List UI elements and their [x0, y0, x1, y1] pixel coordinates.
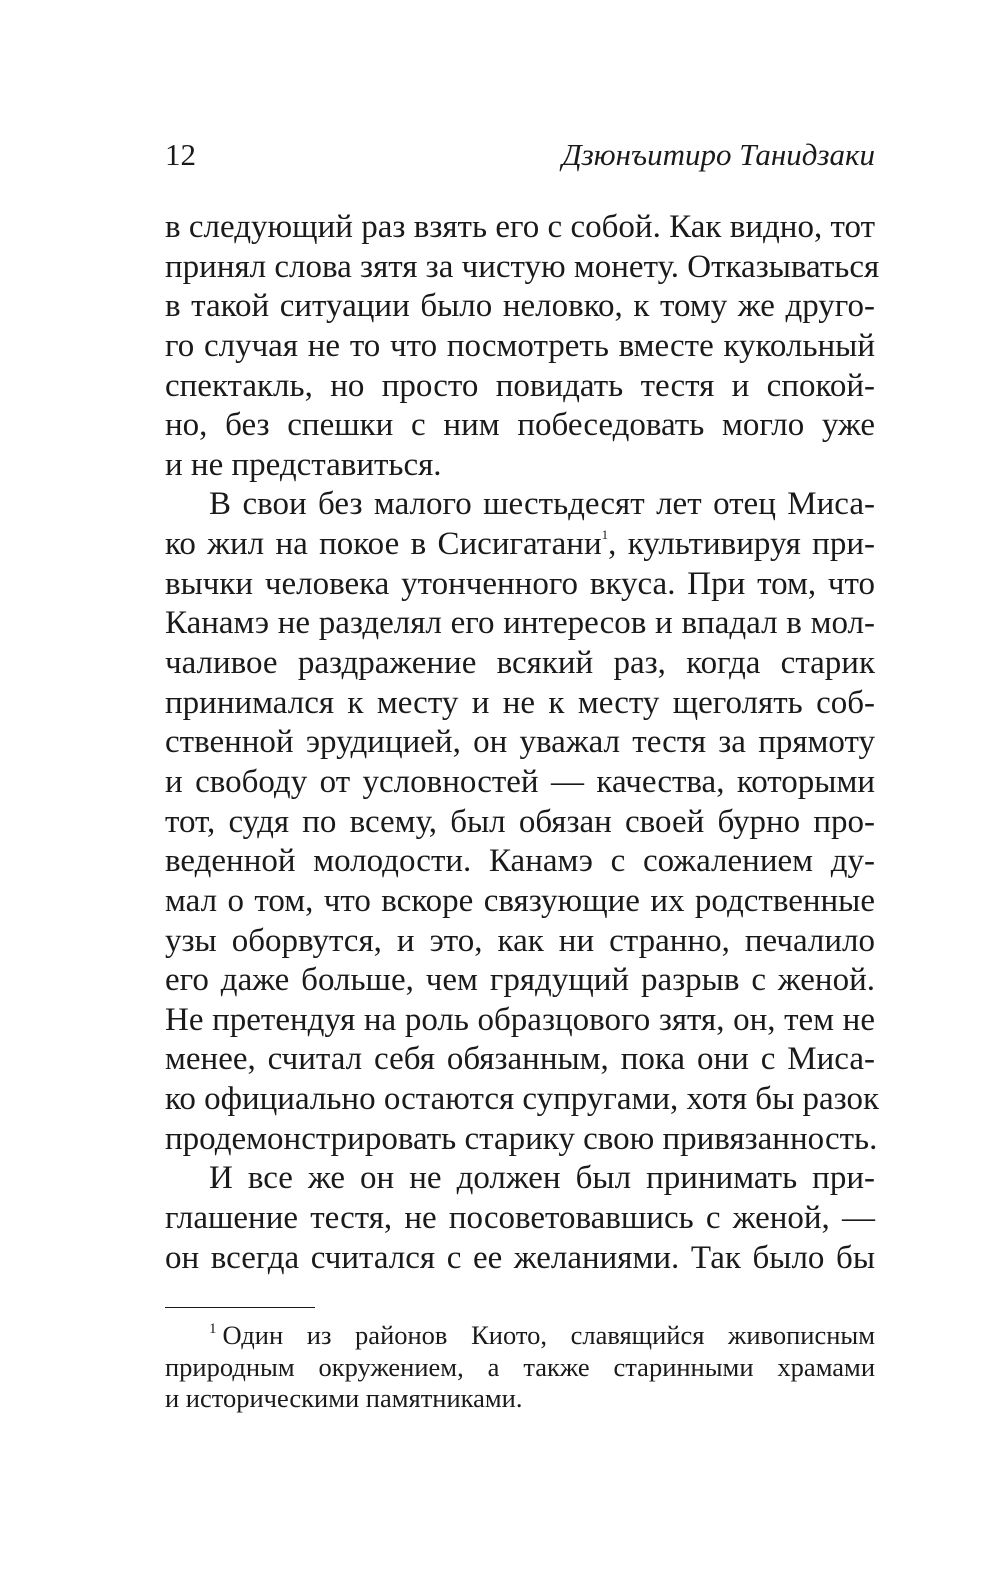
page-number: 12 — [165, 137, 196, 172]
footnote-line: и историческими памятниками. — [165, 1383, 523, 1413]
text-line: чаливое раздражение всякий раз, когда старик — [165, 645, 875, 682]
text-line: принял слова зятя за чистую монету. Отказываться — [165, 248, 880, 285]
text-line: принимался к месту и не к месту щеголять соб- — [165, 684, 875, 721]
footnote-text: Один из районов Киото, славящийся живописным — [222, 1320, 875, 1350]
text-line: го случая не то что посмотреть вместе кукольный — [165, 327, 875, 364]
footnote-divider — [165, 1307, 315, 1308]
footnote-line: природным окружением, а также старинными храмами — [165, 1351, 875, 1382]
text-fragment: , культивируя при- — [608, 526, 875, 563]
text-line: он всегда считался с ее желаниями. Так было бы — [165, 1239, 875, 1276]
text-line: веденной молодости. Канамэ с сожалением ду- — [165, 843, 875, 880]
text-line: В свои без малого шестьдесят лет отец Миса- — [209, 486, 875, 523]
text-line: и свободу от условностей — качества, которыми — [165, 763, 875, 800]
text-line: в такой ситуации было неловко, к тому же друго- — [165, 288, 875, 325]
main-text — [165, 208, 880, 1278]
text-line: но, без спешки с ним побеседовать могло уже — [165, 407, 875, 444]
text-line: тот, судя по всему, был обязан своей бурно про- — [165, 803, 875, 840]
text-line: Не претендуя на роль образцового зятя, он, тем не — [165, 1001, 875, 1038]
text-line — [165, 525, 875, 565]
text-line: узы оборвутся, и это, как ни странно, печалило — [165, 922, 875, 959]
text-line: его даже больше, чем грядущий разрыв с женой. — [165, 962, 875, 999]
running-title: Дзюнъитиро Танидзаки — [561, 137, 875, 172]
footnote-line — [165, 1320, 875, 1352]
footnote — [165, 1320, 875, 1415]
text-fragment: ко жил на покое в Сисигатани — [165, 526, 602, 563]
footnote-reference: 1 — [601, 527, 609, 543]
text-line: ко официально остаются супругами, хотя бы разок — [165, 1081, 880, 1118]
text-line: менее, считал себя обязанным, пока они с Миса- — [165, 1041, 875, 1078]
running-header — [165, 135, 875, 175]
text-line: в следующий раз взять его с собой. Как видно, тот — [165, 209, 875, 245]
text-line: вычки человека утонченного вкуса. При том, что — [165, 565, 875, 602]
text-line: Канамэ не разделял его интересов и впадал в мол- — [165, 605, 875, 642]
text-line: и не представиться. — [165, 446, 442, 483]
footnote-mark: 1 — [209, 1321, 217, 1337]
text-line: ственной эрудицией, он уважал тестя за прямоту — [165, 724, 875, 761]
text-line: глашение тестя, не посоветовавшись с женой, — — [165, 1200, 875, 1237]
text-line: И все же он не должен был принимать при- — [209, 1160, 875, 1197]
text-line: спектакль, но просто повидать тестя и спокой- — [165, 367, 875, 404]
text-line: мал о том, что вскоре связующие их родственные — [165, 882, 875, 919]
text-line: продемонстрировать старику свою привязанность. — [165, 1120, 878, 1157]
